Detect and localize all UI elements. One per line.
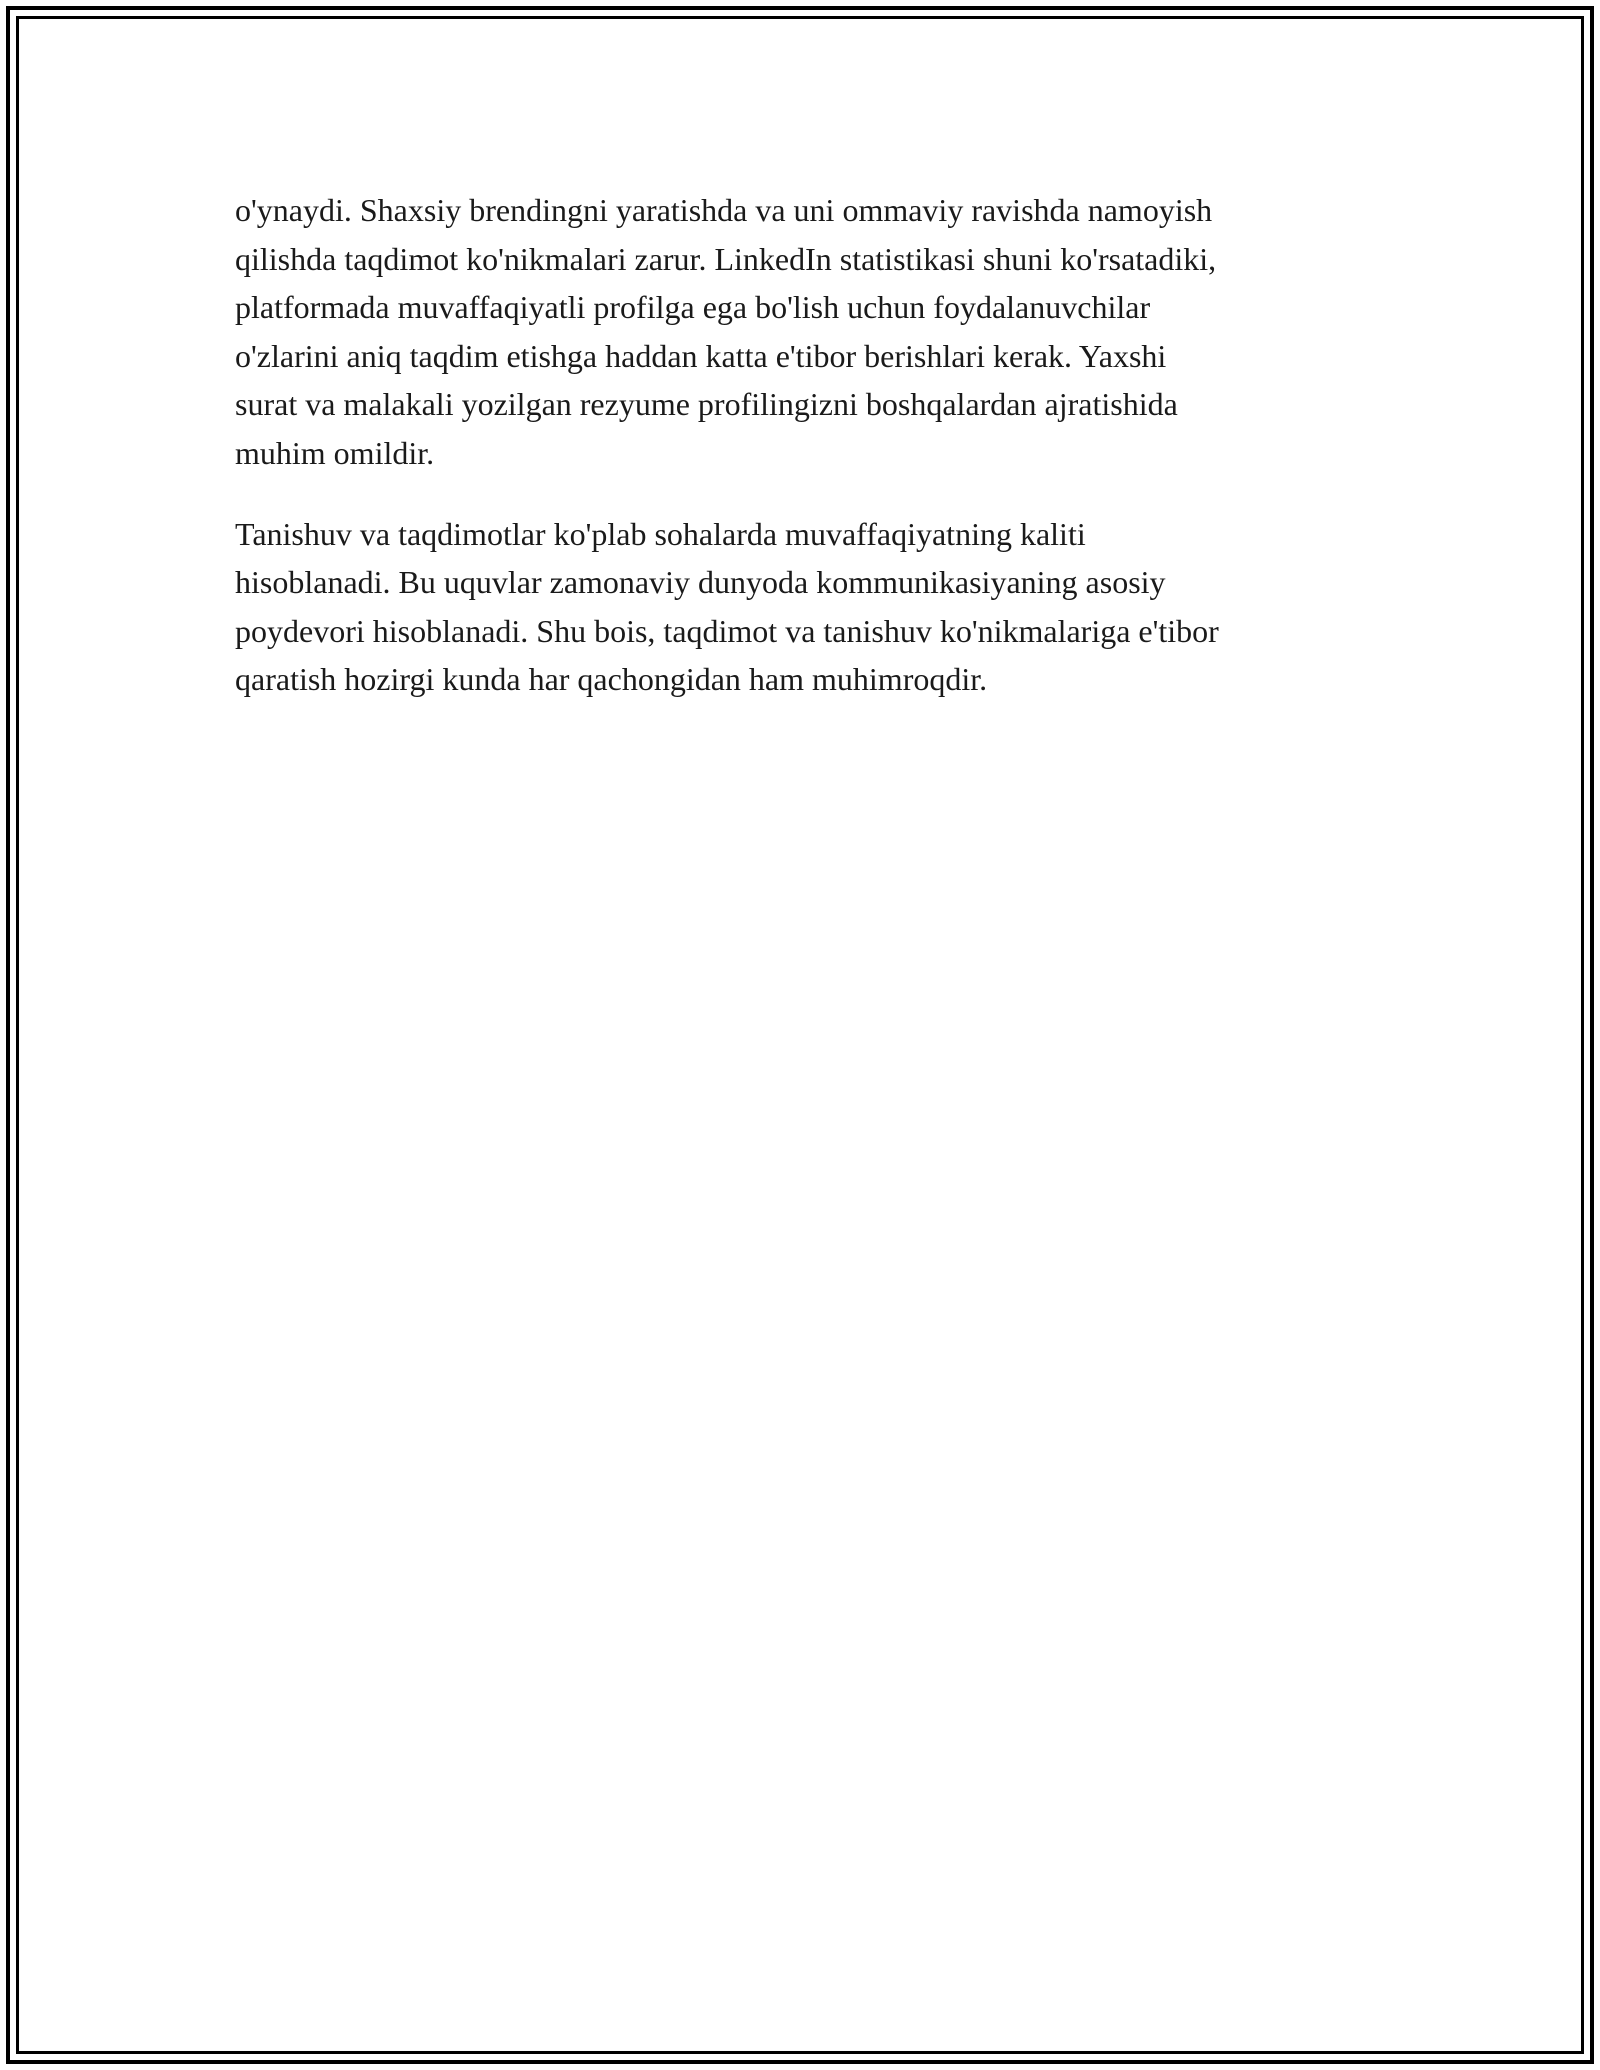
paragraph-1: o'ynaydi. Shaxsiy brendingni yaratishda va uni ommaviy ravishda namoyish qilishda taqdimot ko'nikmalari zarur. LinkedIn statistikasi shuni ko'rsatadiki, platformada muvaffaqiyatli profilga ega bo'lish uchun foydalanuvchilar o'zlarini aniq taqdim etishga haddan katta e'tibor berishlari kerak. Yaxshi surat va malakali yozilgan rezyume profilingizni boshqalardan ajratishida muhim omildir. xyxy=(235,192,1217,471)
paragraph-2: Tanishuv va taqdimotlar ko'plab sohalarda muvaffaqiyatning kaliti hisoblanadi. Bu uquvlar zamonaviy dunyoda kommunikasiyaning asosiy poydevori hisoblanadi. Shu bois, taqdimot va tanishuv ko'nikmalariga e'tibor qaratish hozirgi kunda har qachongidan ham muhimroqdir. xyxy=(235,515,1219,698)
document-body xyxy=(235,186,1395,736)
